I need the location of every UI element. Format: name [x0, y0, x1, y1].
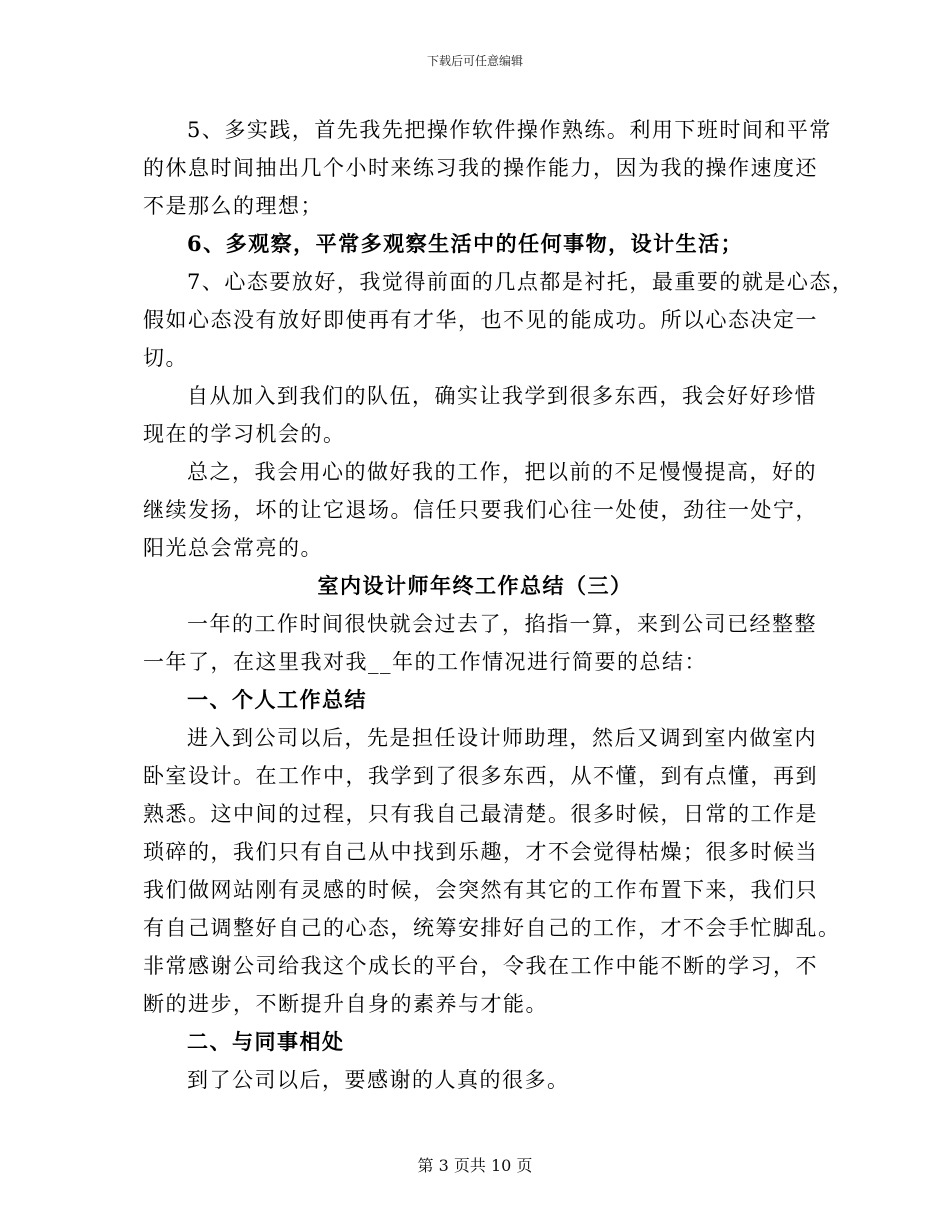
bold-paragraph: 6、多观察，平常多观察生活中的任何事物，设计生活； — [187, 231, 744, 256]
paragraph-line: 切。 — [143, 346, 188, 370]
paragraph-line: 总之，我会用心的做好我的工作，把以前的不足慢慢提高，好的 — [187, 460, 817, 484]
paragraph-line: 自从加入到我们的队伍，确实让我学到很多东西，我会好好珍惜 — [187, 384, 817, 408]
paragraph-line: 的休息时间抽出几个小时来练习我的操作能力，因为我的操作速度还 — [143, 156, 818, 180]
subheading: 一、个人工作总结 — [187, 687, 367, 712]
paragraph-line: 继续发扬，坏的让它退场。信任只要我们心往一处使，劲往一处宁， — [143, 498, 818, 522]
paragraph-line: 假如心态没有放好即使再有才华，也不见的能成功。所以心态决定一 — [143, 308, 818, 332]
subheading: 二、与同事相处 — [187, 1029, 345, 1054]
paragraph-line: 一年的工作时间很快就会过去了，掐指一算，来到公司已经整整 — [187, 612, 817, 636]
paragraph-line: 阳光总会常亮的。 — [143, 536, 323, 560]
paragraph-line: 到了公司以后，要感谢的人真的很多。 — [187, 1068, 570, 1092]
page-number: 第 3 页共 10 页 — [417, 1156, 533, 1175]
paragraph-line: 熟悉。这中间的过程，只有我自己最清楚。很多时候，日常的工作是 — [143, 802, 818, 826]
header-note: 下载后可任意编辑 — [426, 54, 523, 68]
paragraph-line: 7、心态要放好，我觉得前面的几点都是衬托，最重要的就是心态， — [187, 270, 855, 294]
paragraph-line: 断的进步，不断提升自身的素养与才能。 — [143, 992, 548, 1016]
paragraph-line: 我们做网站刚有灵感的时候，会突然有其它的工作布置下来，我们只 — [143, 878, 818, 902]
paragraph-line: 非常感谢公司给我这个成长的平台，令我在工作中能不断的学习，不 — [143, 954, 818, 978]
section-title: 室内设计师年终工作总结（三） — [317, 573, 633, 598]
paragraph-line: 现在的学习机会的。 — [143, 422, 346, 446]
paragraph-line: 5、多实践，首先我先把操作软件操作熟练。利用下班时间和平常 — [187, 118, 832, 142]
paragraph-line: 有自己调整好自己的心态，统筹安排好自己的工作，才不会手忙脚乱。 — [143, 916, 841, 940]
paragraph-line: 一年了，在这里我对我__年的工作情况进行简要的总结： — [143, 650, 707, 674]
paragraph-line: 卧室设计。在工作中，我学到了很多东西，从不懂，到有点懂，再到 — [143, 764, 818, 788]
paragraph-line: 不是那么的理想； — [143, 194, 323, 218]
paragraph-line: 进入到公司以后，先是担任设计师助理，然后又调到室内做室内 — [187, 726, 817, 750]
paragraph-line: 琐碎的，我们只有自己从中找到乐趣，才不会觉得枯燥；很多时候当 — [143, 840, 818, 864]
